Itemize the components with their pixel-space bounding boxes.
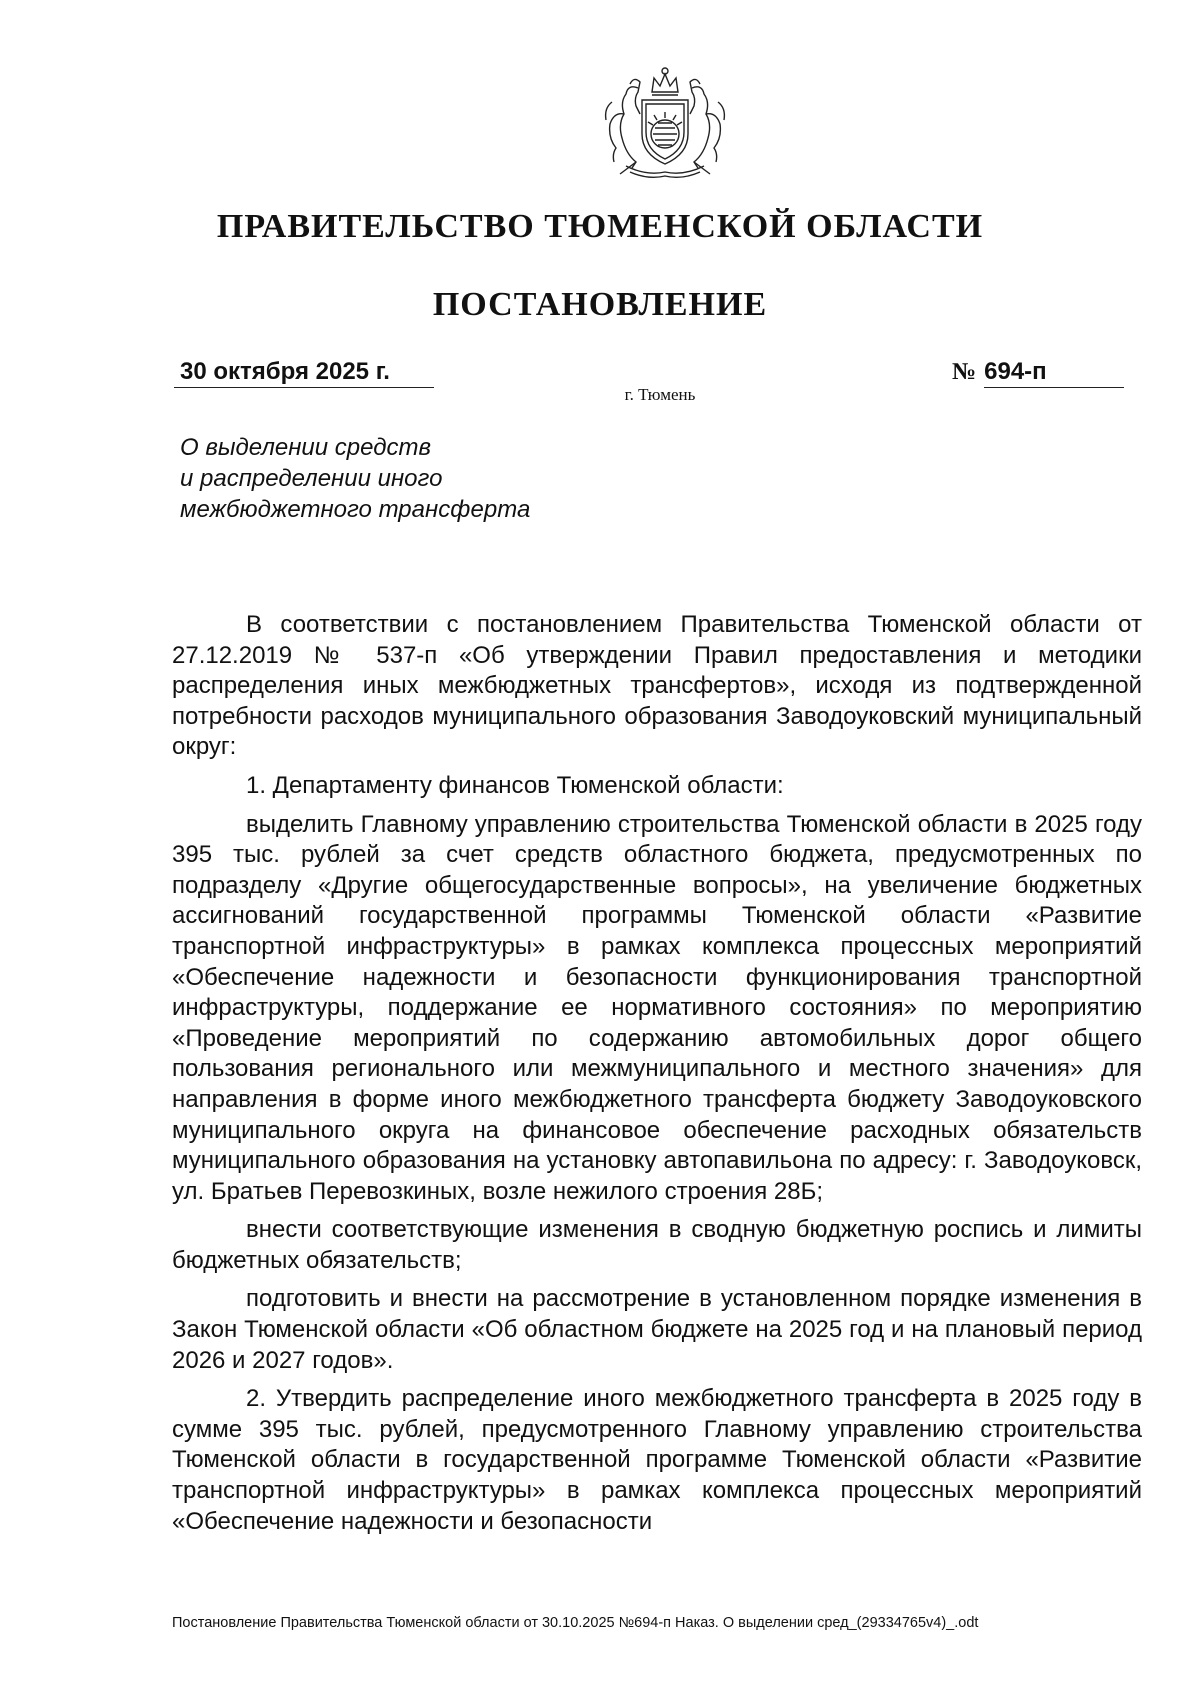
document-date: 30 октября 2025 г. <box>174 358 434 388</box>
footer-file-info: Постановление Правительства Тюменской области от 30.10.2025 №694-п Наказ. О выделении сред_(29334765v4)_.odt <box>172 1615 979 1631</box>
body-paragraph: 2. Утвердить распределение иного межбюджетного трансферта в 2025 году в сумме 395 тыс. рублей, предусмотренного Главному управлению строительства Тюменской области в государственной программе Тюменской области «Развитие транспортной инфраструктуры» в рамках комплекса процессных мероприятий «Обеспечение надежности и безопасности <box>172 1385 1142 1535</box>
number-sign: № <box>952 359 977 385</box>
document-body <box>172 610 1142 1545</box>
body-paragraph: В соответствии с постановлением Правительства Тюменской области от 27.12.2019 № 537-п «Об утверждении Правил предоставления и методики распределения иных межбюджетных трансфертов», исходя из подтвержденной потребности расходов муниципального образования Заводоуковский муниципальный округ: <box>172 611 1142 761</box>
body-paragraph: внести соответствующие изменения в сводную бюджетную роспись и лимиты бюджетных обязательств; <box>172 1216 1142 1274</box>
subject-line: О выделении средств <box>180 434 432 461</box>
document-subject <box>180 432 630 525</box>
document-number-block <box>952 358 1134 388</box>
document-type-title: ПОСТАНОВЛЕНИЕ <box>432 286 768 323</box>
subject-line: и распределении иного <box>180 465 443 492</box>
government-title: ПРАВИТЕЛЬСТВО ТЮМЕНСКОЙ ОБЛАСТИ <box>216 208 984 245</box>
document-number: 694-п <box>984 358 1124 388</box>
coat-of-arms-emblem <box>590 62 740 182</box>
subject-line: межбюджетного трансферта <box>180 496 531 523</box>
body-paragraph: подготовить и внести на рассмотрение в установленном порядке изменения в Закон Тюменской области «Об областном бюджете на 2025 год и на плановый период 2026 и 2027 годов». <box>172 1285 1142 1374</box>
body-paragraph: выделить Главному управлению строительства Тюменской области в 2025 году 395 тыс. рублей за счет средств областного бюджета, предусмотренных по подразделу «Другие общегосударственные вопросы», на увеличение бюджетных ассигнований государственной программы Тюменской области «Развитие транспортной инфраструктуры» в рамках комплекса процессных мероприятий «Обеспечение надежности и безопасности функционирования транспортной инфраструктуры, поддержание ее нормативного состояния» по мероприятию «Проведение мероприятий по содержанию автомобильных дорог общего пользования регионального или межмуниципального и местного значения» для направления в форме иного межбюджетного трансферта бюджету Заводоуковского муниципального округа на финансовое обеспечение расходных обязательств муниципального образования на установку автопавильона по адресу: г. Заводоуковск, ул. Братьев Перевозкиных, возле нежилого строения 28Б; <box>172 810 1142 1205</box>
document-city: г. Тюмень <box>624 385 696 404</box>
body-paragraph: 1. Департаменту финансов Тюменской области: <box>246 771 784 799</box>
